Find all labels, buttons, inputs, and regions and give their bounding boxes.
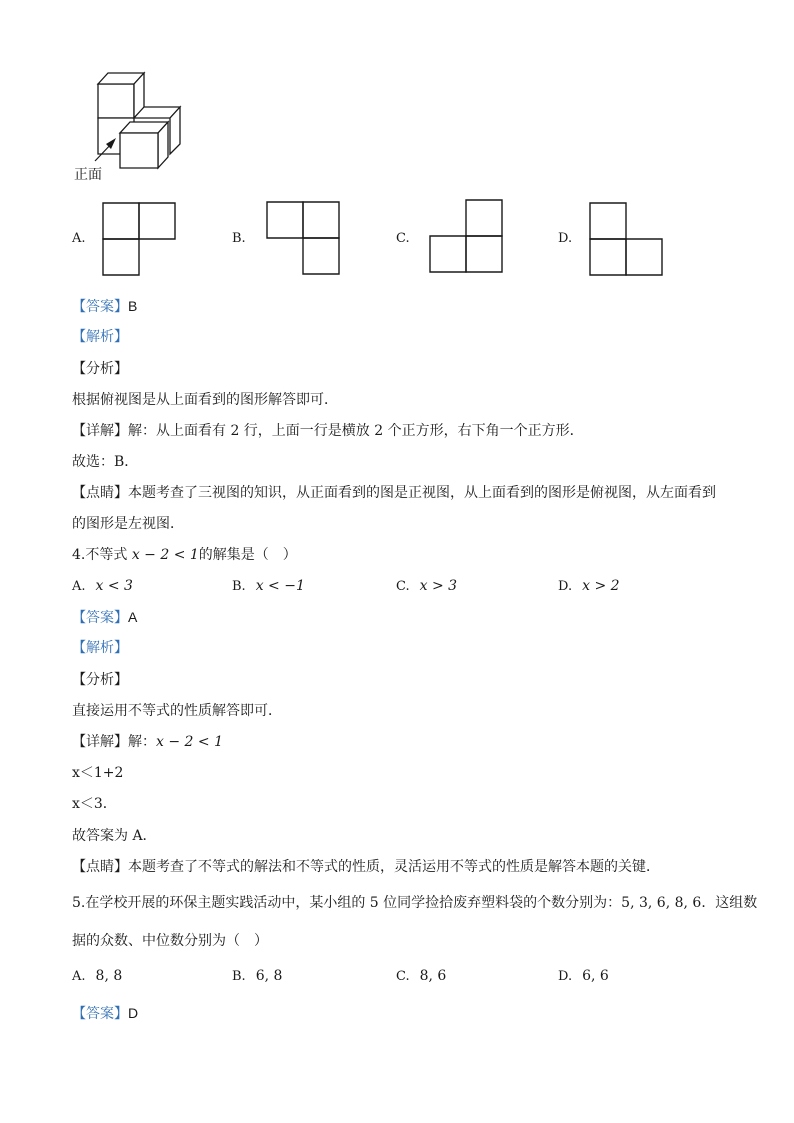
q3-answer: 【答案】B	[72, 298, 138, 315]
q5-stem-line2: 据的众数、中位数分别为（ ）	[72, 933, 268, 949]
q5-option-d: D. 6, 6	[558, 968, 609, 984]
q3-analysis-heading: 【解析】	[72, 329, 128, 345]
q3-option-d-shape	[589, 202, 663, 276]
q4-analysis-heading: 【解析】	[72, 640, 128, 656]
q3-option-d-label: D.	[558, 231, 573, 246]
q4-step2: x＜3．	[72, 796, 117, 812]
q4-option-d: D. x > 2	[558, 578, 620, 594]
q3-choose: 故选：B．	[72, 454, 139, 470]
q5-stem-line1: 5.在学校开展的环保主题实践活动中，某小组的 5 位同学捡拾废弃塑料袋的个数分别为：5, 3, 6, 8, 6．这组数	[72, 895, 758, 911]
front-view-label: 正面	[74, 167, 102, 183]
q4-stem: 4.不等式 x − 2 < 1的解集是（ ）	[72, 547, 297, 563]
q3-comment-line2: 的图形是左视图．	[72, 516, 184, 532]
q3-comment-line1: 【点睛】本题考查了三视图的知识，从正面看到的图是正视图，从上面看到的图形是俯视图，从左面看到	[72, 485, 716, 501]
q3-option-c-shape	[429, 199, 503, 273]
q4-step1: x＜1+2	[72, 765, 124, 781]
q5-answer: 【答案】D	[72, 1005, 139, 1022]
q3-fenxi-heading: 【分析】	[72, 361, 128, 377]
q5-option-c: C. 8, 6	[396, 968, 447, 984]
q4-detail: 【详解】解：x − 2 < 1	[72, 734, 223, 750]
q4-option-b: B. x < −1	[232, 578, 305, 594]
q3-option-a-label: A.	[72, 231, 86, 246]
q3-fenxi-text: 根据俯视图是从上面看到的图形解答即可．	[72, 392, 338, 408]
cube-stack-figure	[70, 68, 200, 173]
q5-option-a: A. 8, 8	[72, 968, 123, 984]
q4-option-a: A. x < 3	[72, 578, 133, 594]
q4-fenxi-heading: 【分析】	[72, 672, 128, 688]
q5-option-b: B. 6, 8	[232, 968, 283, 984]
q4-fenxi-text: 直接运用不等式的性质解答即可．	[72, 703, 282, 719]
q4-comment: 【点睛】本题考查了不等式的解法和不等式的性质，灵活运用不等式的性质是解答本题的关键．	[72, 859, 660, 875]
q3-option-a-shape	[102, 202, 176, 276]
q4-conclusion: 故答案为 A．	[72, 828, 157, 844]
q3-detail: 【详解】解：从上面看有 2 行，上面一行是横放 2 个正方形，右下角一个正方形．	[72, 423, 584, 439]
q4-option-c: C. x > 3	[396, 578, 458, 594]
q3-option-c-label: C.	[396, 231, 410, 246]
q3-option-b-label: B.	[232, 231, 246, 246]
q3-option-b-shape	[266, 201, 340, 275]
q4-answer: 【答案】A	[72, 609, 138, 626]
